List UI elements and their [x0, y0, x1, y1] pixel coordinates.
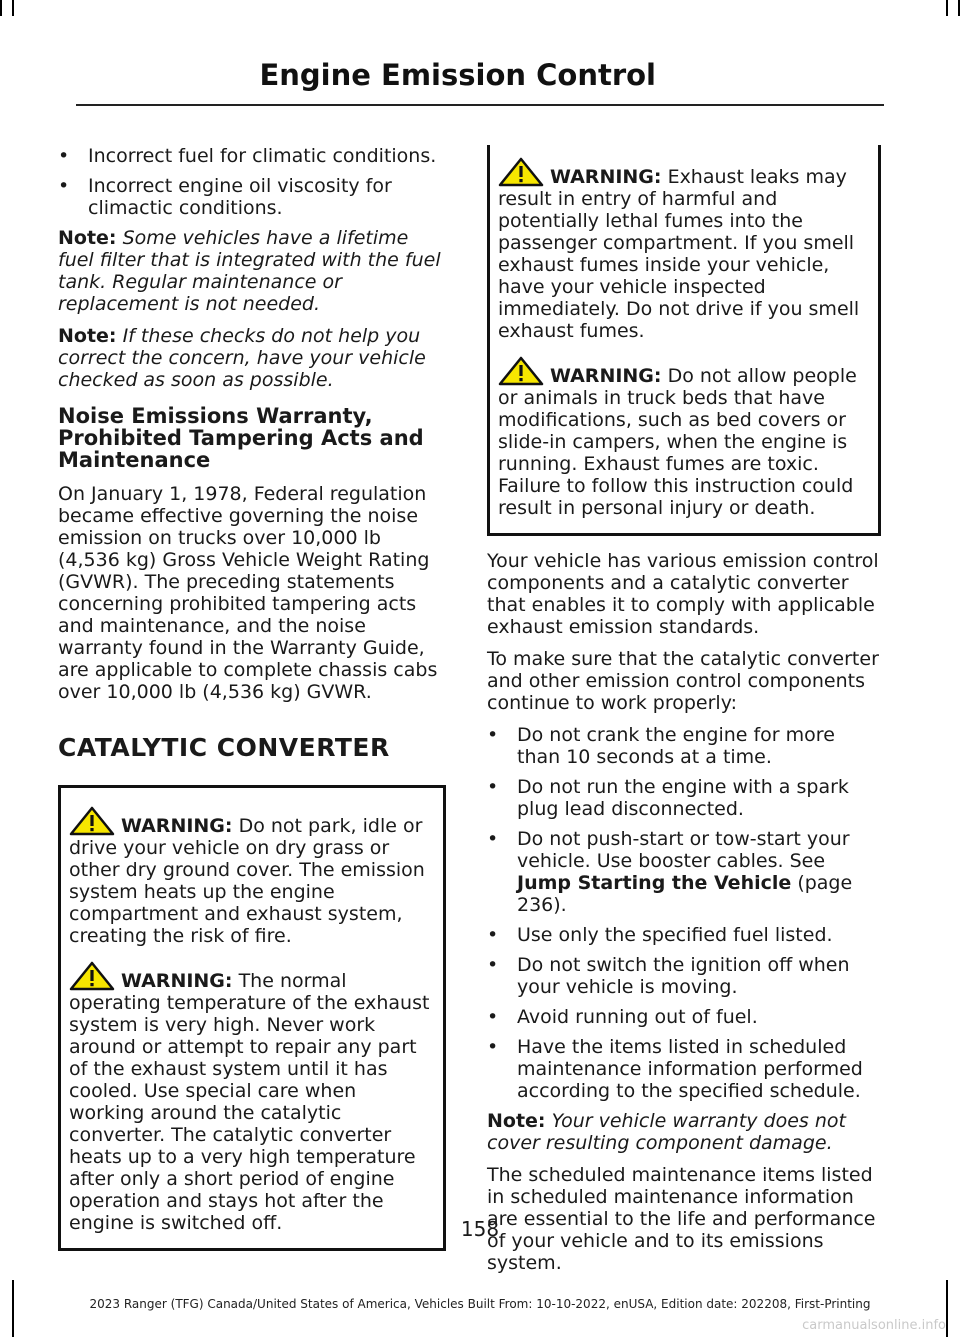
- list-item: [487, 828, 881, 916]
- warning-text: The normal operating temperature of the exhaust system is very high. Never work around or attempt to repair any part of the exhaust system until it has cooled. Use special care when working around the catalytic converter. The catalytic converter heats up to a very high temperature after only a short period of engine operation and stays hot after the engine is switched off.: [69, 970, 430, 1234]
- note: [58, 227, 446, 315]
- right-column: [487, 145, 881, 1284]
- subsection-heading: Noise Emissions Warranty, Prohibited Tampering Acts and Maintenance: [58, 404, 424, 472]
- paragraph: On January 1, 1978, Federal regulation became effective governing the noise emission on trucks over 10,000 lb (4,536 kg) Gross Vehicle Weight Rating (GVWR). The preceding statements concerning prohibited tampering acts and maintenance, and the noise warranty found in the Warranty Guide, are applicable to complete chassis cabs over 10,000 lb (4,536 kg) GVWR.: [58, 483, 438, 703]
- list-item-text: Have the items listed in scheduled maintenance information performed according to the specified schedule.: [517, 1036, 863, 1102]
- bullet-marker: •: [58, 175, 70, 197]
- list-item: [58, 145, 446, 167]
- list-item-text: Do not run the engine with a spark plug lead disconnected.: [517, 776, 849, 820]
- bullet-marker: •: [487, 828, 499, 850]
- warning-triangle-icon: [498, 356, 544, 386]
- crop-mark: [0, 0, 2, 16]
- crop-mark: [12, 0, 14, 16]
- warning: [498, 157, 870, 342]
- list-item: [487, 1006, 881, 1028]
- paragraph: The scheduled maintenance items listed in scheduled maintenance information are essential to the life and performance of your vehicle and to its emissions system.: [487, 1164, 876, 1274]
- list-item-text: Incorrect fuel for climatic conditions.: [88, 145, 437, 167]
- list-item-text: Do not switch the ignition off when your vehicle is moving.: [517, 954, 850, 998]
- bullet-marker: •: [487, 776, 499, 798]
- warning-text: Do not park, idle or drive your vehicle on dry grass or other dry ground cover. The emission system heats up the engine compartment and exhaust system, creating the risk of fire.: [69, 815, 425, 947]
- page-title: Engine Emission Control: [259, 58, 656, 92]
- note-text: Some vehicles have a lifetime fuel filter that is integrated with the fuel tank. Regular maintenance or replacement is not needed.: [58, 227, 441, 315]
- list-item-text: Do not crank the engine for more than 10 seconds at a time.: [517, 724, 835, 768]
- header-rule: [76, 104, 884, 106]
- list-item-text: Avoid running out of fuel.: [517, 1006, 758, 1028]
- section-heading: CATALYTIC CONVERTER: [58, 733, 390, 762]
- cross-reference-link[interactable]: Jump Starting the Vehicle: [517, 872, 792, 894]
- note-text: If these checks do not help you correct the concern, have your vehicle checked as soon as possible.: [58, 325, 426, 391]
- warning-label: WARNING:: [550, 365, 662, 387]
- list-item-text: Use only the specified fuel listed.: [517, 924, 833, 946]
- bullet-marker: •: [487, 1006, 499, 1028]
- list-item: [487, 724, 881, 768]
- crop-mark: [946, 0, 948, 16]
- warning-text: Exhaust leaks may result in entry of harmful and potentially lethal fumes into the passenger compartment. If you smell exhaust fumes inside your vehicle, have your vehicle inspected immediately. Do not drive if you smell exhaust fumes.: [498, 166, 860, 342]
- list-item: [487, 776, 881, 820]
- bullet-marker: •: [487, 1036, 499, 1058]
- list-item: [58, 175, 446, 219]
- note-text: Your vehicle warranty does not cover resulting component damage.: [487, 1110, 846, 1154]
- list-item: [487, 1036, 881, 1102]
- list-item-text: Do not push-start or tow-start your vehicle. Use booster cables. See: [517, 828, 850, 872]
- bullet-marker: •: [58, 145, 70, 167]
- paragraph: Your vehicle has various emission control components and a catalytic converter that enables it to comply with applicable exhaust emission standards.: [487, 550, 879, 638]
- paragraph: To make sure that the catalytic converter and other emission control components continue to work properly:: [487, 648, 879, 714]
- warning-box: [58, 785, 446, 1251]
- warning-label: WARNING:: [550, 166, 662, 188]
- footer: 2023 Ranger (TFG) Canada/United States of America, Vehicles Built From: 10-10-2022, enUSA, Edition date: 202208, First-Printing: [89, 1297, 871, 1311]
- bullet-marker: •: [487, 954, 499, 976]
- note: [58, 325, 446, 391]
- warning: [69, 806, 435, 947]
- note-label: Note:: [58, 227, 117, 249]
- note: [487, 1110, 881, 1154]
- watermark: carmanualsonline.info: [802, 1318, 946, 1333]
- warning-label: WARNING:: [121, 815, 233, 837]
- bullet-marker: •: [487, 924, 499, 946]
- warning-triangle-icon: [69, 961, 115, 991]
- warning-box: [487, 145, 881, 536]
- warning-text: Do not allow people or animals in truck beds that have modifications, such as bed covers or slide-in campers, when the engine is running. Exhaust fumes are toxic. Failure to follow this instruction could result in personal injury or death.: [498, 365, 857, 519]
- warning-label: WARNING:: [121, 970, 233, 992]
- left-column: [58, 145, 446, 1251]
- warning-triangle-icon: [69, 806, 115, 836]
- list-item-text: Incorrect engine oil viscosity for climactic conditions.: [88, 175, 392, 219]
- warning: [69, 961, 435, 1234]
- list-item: [487, 954, 881, 998]
- page-number: 158: [460, 1217, 500, 1241]
- warning-triangle-icon: [498, 157, 544, 187]
- note-label: Note:: [58, 325, 117, 347]
- list-item: [487, 924, 881, 946]
- warning: [498, 356, 870, 519]
- list-item-text: (page 236).: [517, 872, 853, 916]
- note-label: Note:: [487, 1110, 546, 1132]
- bullet-marker: •: [487, 724, 499, 746]
